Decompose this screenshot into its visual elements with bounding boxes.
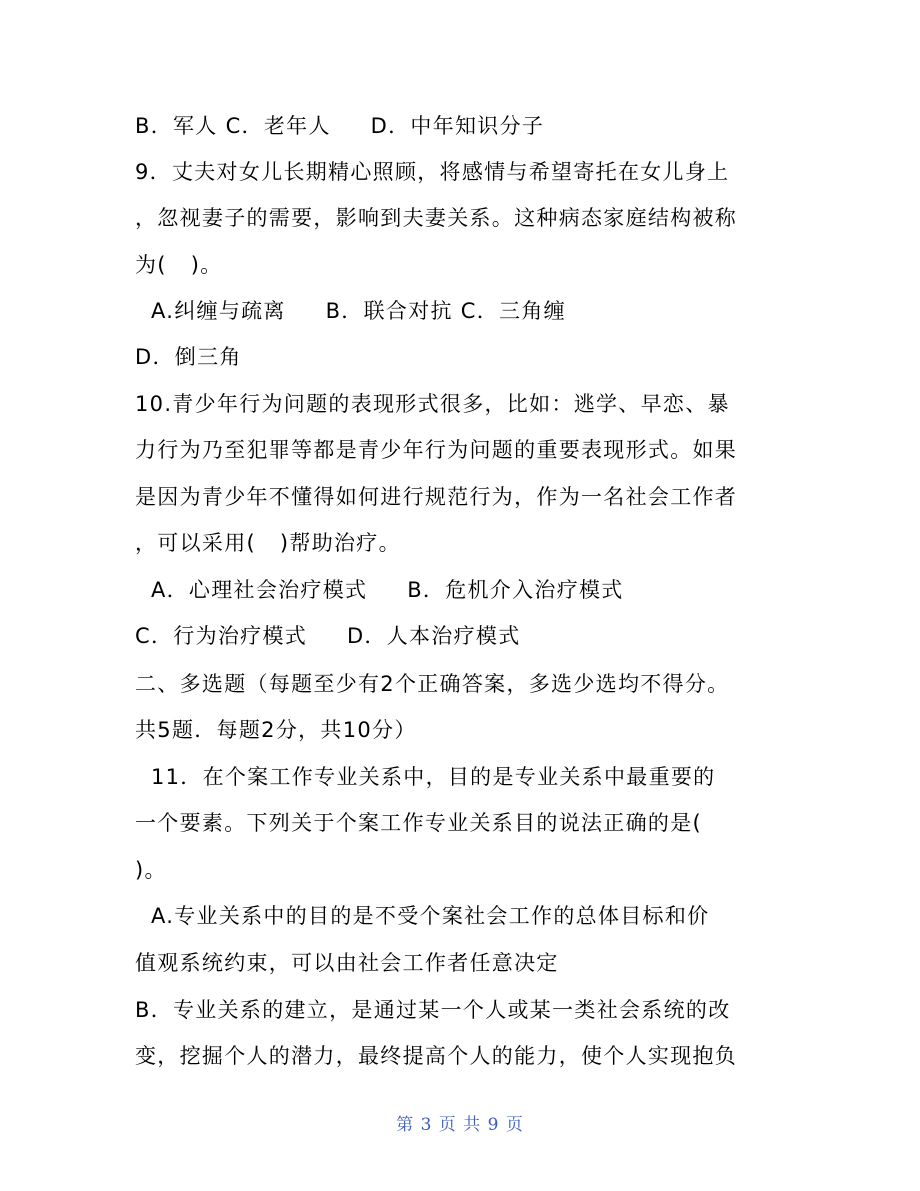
section-heading: 共5题．每题2分，共10分） bbox=[135, 718, 417, 742]
text-line: )。 bbox=[135, 858, 167, 882]
text-line: 为( )。 bbox=[135, 253, 223, 277]
text-line: ，可以采用( )帮助治疗。 bbox=[135, 531, 401, 555]
text-line: A.专业关系中的目的是不受个案社会工作的总体目标和价 bbox=[135, 904, 710, 928]
text-line: ，忽视妻子的需要，影响到夫妻关系。这种病态家庭结构被称 bbox=[135, 206, 738, 230]
text-line: 10.青少年行为问题的表现形式很多，比如：逃学、早恋、暴 bbox=[135, 392, 730, 416]
section-heading: 二、多选题（每题至少有2个正确答案，多选少选均不得分。 bbox=[135, 672, 730, 696]
text-line: A．心理社会治疗模式 B．危机介入治疗模式 bbox=[135, 578, 624, 602]
text-line: 11．在个案工作专业关系中，目的是专业关系中最重要的 bbox=[135, 765, 716, 789]
text-line: C．行为治疗模式 D．人本治疗模式 bbox=[135, 624, 521, 648]
text-line: B．专业关系的建立，是通过某一个人或某一类社会系统的改 bbox=[135, 998, 731, 1022]
text-line: A.纠缠与疏离 B．联合对抗 C．三角缠 bbox=[135, 299, 566, 323]
page-number-footer: 第 3 页 共 9 页 bbox=[396, 1115, 524, 1135]
text-line: D．倒三角 bbox=[135, 345, 242, 369]
text-line: 是因为青少年不懂得如何进行规范行为，作为一名社会工作者 bbox=[135, 485, 738, 509]
text-line: 9．丈夫对女儿长期精心照顾，将感情与希望寄托在女儿身上 bbox=[135, 160, 730, 184]
text-line: 力行为乃至犯罪等都是青少年行为问题的重要表现形式。如果 bbox=[135, 438, 738, 462]
text-line: 值观系统约束，可以由社会工作者任意决定 bbox=[135, 951, 559, 975]
text-line: B．军人 C．老年人 D．中年知识分子 bbox=[135, 114, 545, 138]
text-line: 变，挖掘个人的潜力，最终提高个人的能力，使个人实现抱负 bbox=[135, 1044, 738, 1068]
text-line: 一个要素。下列关于个案工作专业关系目的说法正确的是( bbox=[135, 811, 702, 835]
